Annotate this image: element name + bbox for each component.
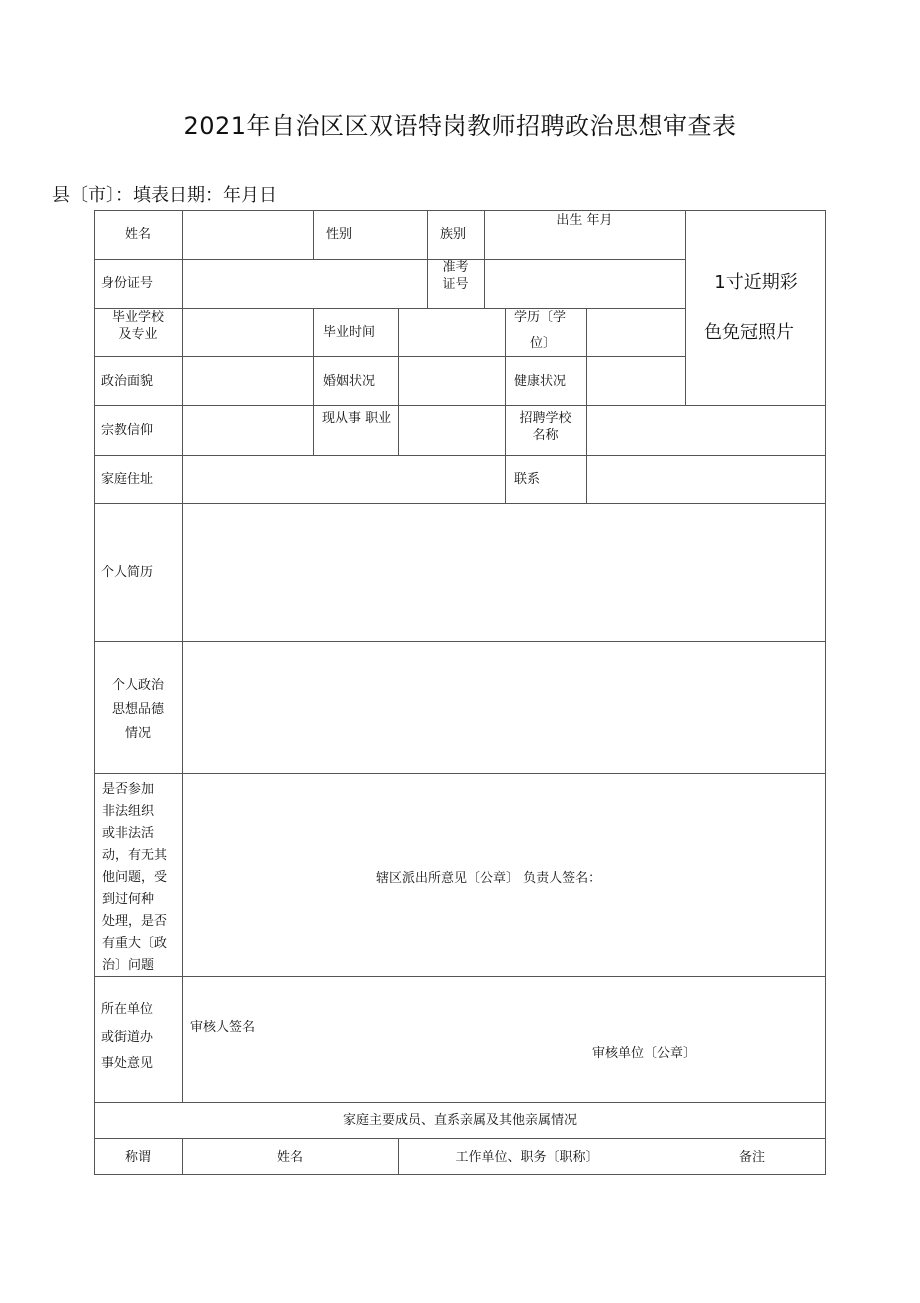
label-political-thought-3: 情况 <box>124 726 151 741</box>
label-religion: 宗教信仰 <box>101 423 154 438</box>
label-birth: 出生 年月 <box>556 213 613 228</box>
label-health: 健康状况 <box>514 374 567 389</box>
label-unit-opinion-2: 或街道办 <box>101 1030 154 1045</box>
table-border-bottom <box>94 1174 826 1175</box>
column-header-relation: 称谓 <box>124 1150 151 1165</box>
label-illegal-question-line: 到过何种 <box>102 892 155 907</box>
table-border-top <box>94 210 826 211</box>
police-station-opinion: 辖区派出所意见〔公章〕 负责人签名： <box>376 871 602 886</box>
label-illegal-question-line: 是否参加 <box>102 782 155 797</box>
label-resume: 个人简历 <box>101 565 154 580</box>
photo-col-line <box>685 210 686 405</box>
column-header-work: 工作单位、职务〔职称〕 <box>455 1150 599 1165</box>
label-marital: 婚姻状况 <box>323 374 376 389</box>
row-line <box>94 503 826 504</box>
label-current-job: 现从事 职业 <box>322 411 392 426</box>
label-recruit-school-1: 招聘学校 <box>519 411 572 426</box>
label-political: 政治面貌 <box>101 374 154 389</box>
label-contact: 联系 <box>514 472 541 487</box>
label-name: 姓名 <box>124 227 151 242</box>
row-line <box>94 1102 826 1103</box>
label-illegal-question-line: 处理，是否 <box>102 914 168 929</box>
label-recruit-school-2: 名称 <box>532 428 559 443</box>
row-line <box>94 1138 826 1139</box>
photo-placeholder-line-1: 1寸近期彩 <box>714 272 798 293</box>
label-illegal-question-line: 他问题，受 <box>102 870 168 885</box>
review-unit-seal: 审核单位〔公章〕 <box>592 1046 697 1061</box>
label-exam-no-1: 准考 <box>442 260 469 275</box>
label-education-1: 学历〔学 <box>514 310 567 325</box>
label-school-major-1: 毕业学校 <box>111 310 164 325</box>
row-line <box>94 773 826 774</box>
label-illegal-question-line: 动，有无其 <box>102 848 168 863</box>
row-line <box>94 455 826 456</box>
label-school-major-2: 及专业 <box>118 327 158 342</box>
row-line <box>94 976 826 977</box>
label-illegal-question-line: 非法组织 <box>102 804 155 819</box>
label-id-number: 身份证号 <box>101 276 154 291</box>
label-illegal-question-line: 有重大〔政 <box>102 936 168 951</box>
col-line <box>313 308 314 455</box>
col-line <box>182 210 183 1102</box>
county-date-line: 县〔市〕：填表日期：年月日 <box>52 185 277 206</box>
label-unit-opinion-1: 所在单位 <box>101 1002 154 1017</box>
label-political-thought-2: 思想品德 <box>111 702 164 717</box>
col-line <box>586 308 587 503</box>
column-header-name: 姓名 <box>276 1150 303 1165</box>
row-line <box>94 641 826 642</box>
label-gender: 性别 <box>326 227 353 242</box>
page-title: 2021年自治区区双语特岗教师招聘政治思想审查表 <box>183 112 737 140</box>
column-header-note: 备注 <box>739 1150 766 1165</box>
row-line <box>94 405 826 406</box>
label-address: 家庭住址 <box>101 472 154 487</box>
col-line <box>398 308 399 455</box>
label-grad-time: 毕业时间 <box>323 325 376 340</box>
reviewer-signature: 审核人签名 <box>190 1020 256 1035</box>
label-illegal-question-line: 或非法活 <box>102 826 155 841</box>
label-illegal-question-line: 治〕问题 <box>102 958 155 973</box>
photo-placeholder-line-2: 色免冠照片 <box>704 322 794 343</box>
family-section-header: 家庭主要成员、直系亲属及其他亲属情况 <box>342 1113 577 1128</box>
label-political-thought-1: 个人政治 <box>111 678 164 693</box>
label-exam-no-2: 证号 <box>442 277 469 292</box>
col-line <box>313 210 314 259</box>
col-line <box>505 308 506 503</box>
label-education-2: 位〕 <box>530 336 557 351</box>
label-unit-opinion-3: 事处意见 <box>101 1056 154 1071</box>
table-border-right <box>825 210 826 1175</box>
label-ethnicity: 族别 <box>440 227 467 242</box>
